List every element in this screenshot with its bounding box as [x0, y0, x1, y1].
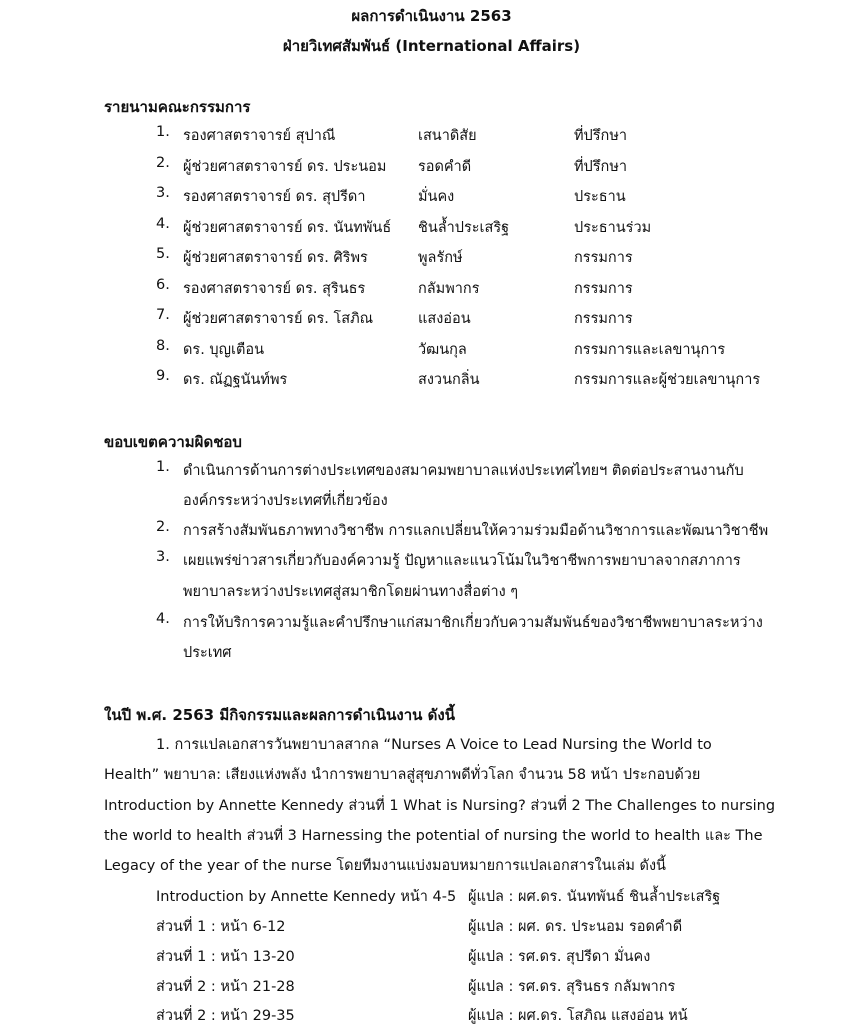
scope-number: 1.	[156, 459, 170, 475]
scope-heading: ขอบเขตความผิดชอบ	[104, 433, 242, 451]
activities-heading: ในปี พ.ศ. 2563 มีกิจกรรมและผลการดำเนินงาน ดังนี้	[104, 706, 455, 724]
assignment-part: ส่วนที่ 2 : หน้า 29-35	[156, 1008, 295, 1024]
scope-number: 2.	[156, 519, 170, 535]
member-number: 1.	[156, 124, 170, 140]
assignment-translator: ผู้แปล : รศ.ดร. สุปรีดา มั่นคง	[468, 949, 651, 965]
member-name: ผู้ช่วยศาสตราจารย์ ดร. ประนอม	[183, 159, 387, 175]
member-name: รองศาสตราจารย์ สุปาณี	[183, 128, 336, 144]
paragraph-line: Introduction by Annette Kennedy ส่วนที่ 1 What is Nursing? ส่วนที่ 2 The Challenges to nursing	[104, 798, 776, 814]
member-name: ดร. ณัฏฐนันท์พร	[183, 372, 288, 388]
paragraph-line: Health” พยาบาล: เสียงแห่งพลัง นำการพยาบาลสู่สุขภาพดีทั่วโลก จำนวน 58 หน้า ประกอบด้วย	[104, 767, 701, 783]
member-number: 8.	[156, 338, 170, 354]
scope-line: การให้บริการความรู้และคำปรึกษาแก่สมาชิกเกี่ยวกับความสัมพันธ์ของวิชาชีพพยาบาลระหว่าง	[183, 615, 763, 631]
scope-line: การสร้างสัมพันธภาพทางวิชาชีพ การแลกเปลี่ยนให้ความร่วมมือด้านวิชาการและพัฒนาวิชาชีพ	[183, 523, 769, 539]
member-surname: แสงอ่อน	[418, 311, 471, 327]
member-role: ที่ปรึกษา	[574, 128, 628, 144]
member-role: ประธาน	[574, 189, 626, 205]
member-number: 4.	[156, 216, 170, 232]
member-number: 5.	[156, 246, 170, 262]
member-surname: กลัมพากร	[418, 281, 480, 297]
member-role: กรรมการและผู้ช่วยเลขานุการ	[574, 372, 761, 388]
assignment-part: ส่วนที่ 1 : หน้า 6-12	[156, 919, 286, 935]
member-number: 2.	[156, 155, 170, 171]
scope-line: ดำเนินการด้านการต่างประเทศของสมาคมพยาบาลแห่งประเทศไทยฯ ติดต่อประสานงานกับ	[183, 463, 744, 479]
member-surname: มั่นคง	[418, 189, 455, 205]
member-name: รองศาสตราจารย์ ดร. สุรินธร	[183, 281, 366, 297]
member-surname: ชินล้ำประเสริฐ	[418, 220, 510, 236]
member-surname: วัฒนกุล	[418, 342, 467, 358]
member-number: 9.	[156, 368, 170, 384]
assignment-part: ส่วนที่ 2 : หน้า 21-28	[156, 979, 295, 995]
assignment-translator: ผู้แปล : ผศ. ดร. ประนอม รอดคำดี	[468, 919, 683, 935]
assignment-translator: ผู้แปล : รศ.ดร. สุรินธร กลัมพากร	[468, 979, 676, 995]
member-role: ที่ปรึกษา	[574, 159, 628, 175]
assignment-part: Introduction by Annette Kennedy หน้า 4-5	[156, 889, 457, 905]
document-title: ผลการดำเนินงาน 2563	[351, 7, 512, 25]
member-surname: พูลรักษ์	[418, 250, 463, 266]
assignment-part: ส่วนที่ 1 : หน้า 13-20	[156, 949, 295, 965]
member-name: ผู้ช่วยศาสตราจารย์ ดร. โสภิณ	[183, 311, 374, 327]
assignment-translator: ผู้แปล : ผศ.ดร. โสภิณ แสงอ่อน หน้	[468, 1008, 688, 1024]
scope-line: องค์กรระหว่างประเทศที่เกี่ยวข้อง	[183, 493, 388, 509]
member-name: ดร. บุญเตือน	[183, 342, 264, 358]
scope-line: พยาบาลระหว่างประเทศสู่สมาชิกโดยผ่านทางสื่อต่าง ๆ	[183, 584, 519, 600]
member-surname: สงวนกลิ่น	[418, 372, 480, 388]
committee-heading: รายนามคณะกรรมการ	[104, 98, 251, 116]
member-name: ผู้ช่วยศาสตราจารย์ ดร. ศิริพร	[183, 250, 368, 266]
paragraph-line: Legacy of the year of the nurse โดยทีมงานแบ่งมอบหมายการแปลเอกสารในเล่ม ดังนี้	[104, 858, 666, 874]
member-surname: รอดคำดี	[418, 159, 472, 175]
member-role: กรรมการ	[574, 281, 633, 297]
member-surname: เสนาดิสัย	[418, 128, 477, 144]
paragraph-line: the world to health ส่วนที่ 3 Harnessing the potential of nursing the world to health และ The	[104, 828, 763, 844]
scope-line: เผยแพร่ข่าวสารเกี่ยวกับองค์ความรู้ ปัญหาและแนวโน้มในวิชาชีพการพยาบาลจากสภาการ	[183, 553, 741, 569]
paragraph-line: 1. การแปลเอกสารวันพยาบาลสากล “Nurses A Voice to Lead Nursing the World to	[156, 737, 712, 753]
member-number: 6.	[156, 277, 170, 293]
member-number: 3.	[156, 185, 170, 201]
scope-line: ประเทศ	[183, 645, 232, 661]
member-number: 7.	[156, 307, 170, 323]
member-role: ประธานร่วม	[574, 220, 652, 236]
member-name: ผู้ช่วยศาสตราจารย์ ดร. นันทพันธ์	[183, 220, 392, 236]
member-name: รองศาสตราจารย์ ดร. สุปรีดา	[183, 189, 366, 205]
member-role: กรรมการ	[574, 311, 633, 327]
member-role: กรรมการและเลขานุการ	[574, 342, 726, 358]
scope-number: 4.	[156, 611, 170, 627]
document-subtitle: ฝ่ายวิเทศสัมพันธ์ (International Affairs)	[282, 37, 581, 55]
scope-number: 3.	[156, 549, 170, 565]
member-role: กรรมการ	[574, 250, 633, 266]
assignment-translator: ผู้แปล : ผศ.ดร. นันทพันธ์ ชินล้ำประเสริฐ	[468, 889, 721, 905]
